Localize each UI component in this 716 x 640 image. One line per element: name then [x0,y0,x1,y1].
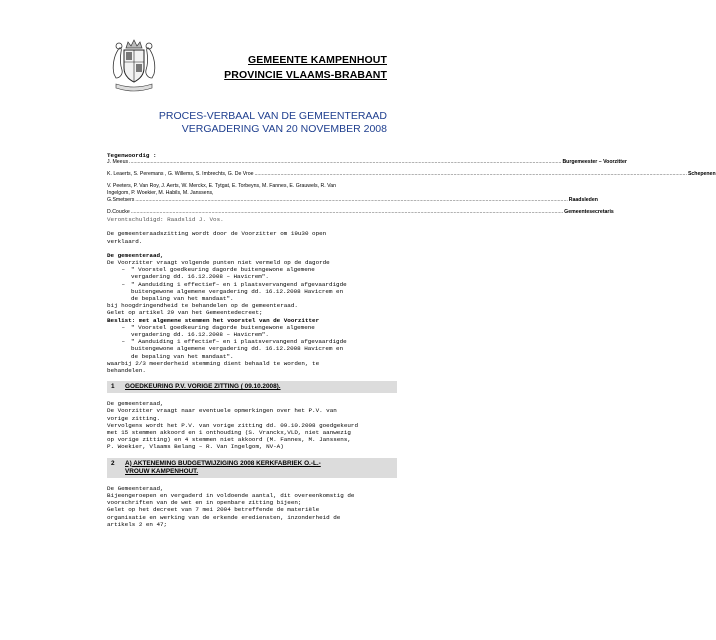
section-2-title: A) AKTENEMING BUDGETWIJZIGING 2008 KERKFABRIEK O.-L.- VROUW KAMPENHOUT. [125,459,321,475]
meeting-date-title: VERGADERING VAN 20 NOVEMBER 2008 [181,123,387,135]
minutes-title: PROCES-VERBAAL VAN DE GEMEENTERAAD [158,110,387,122]
section-2-text: Bijeengeroepen en vergaderd in voldoende aantal, dit overeenkomstig de voorschriften van de wet en in openbare zitting bijeen; Gelet op het decreet van 7 mei 2004 betreffende de materiële organisatie en werking van de erkende erediensten, inzonderheid de artikels 2 en 47; [107,491,355,528]
list-item: – " Aanduiding 1 effectief– en 1 plaatsvervangend afgevaardigde buitengewone algemene vergadering dd. 16.12.2008 Havicrem en de bepaling van het mandaat". [121,280,347,303]
attendance-council-line [107,197,598,204]
decided-items-list [107,324,397,360]
list-item: – " Voorstel goedkeuring dagorde buitengewone algemene vergadering dd. 16.12.2008 – Havicrem". [121,266,315,281]
municipality-title: GEMEENTE KAMPENHOUT [248,54,387,66]
list-item: – " Aanduiding 1 effectief– en 1 plaatsvervangend afgevaardigde buitengewone algemene vergadering dd. 16.12.2008 Havicrem en de bepaling van het mandaat". [121,338,347,360]
council-names-1: V. Peeters, P. Van Roy, J. Aerts, W. Merckx, E. Tytgat, E. Torbeyns, M. Fannes, E. Grauwels, R. Van [107,183,337,190]
decision-line: Beslist: met algemene stemmen het voorstel van de Voorzitter [107,316,320,324]
urgency-line: bij hoogdringendheid te behandelen op de gemeenteraad. [107,302,298,310]
mayor-role: Burgemeester – Voorzitter [562,159,627,166]
mayor-name: J. Meeus [107,159,129,166]
section-1-heading: De gemeenteraad, [107,400,164,408]
council-intro: De Voorzitter vraagt volgende punten niet vermeld op de dagorde [107,259,330,267]
section-2-heading: De Gemeenteraad, [107,484,164,492]
opening-paragraph: De gemeenteraadszitting wordt door de Voorzitter om 19u30 open verklaard. [107,230,327,245]
dotted-leader: ............................................................................................................................................................................................................................................................................................................ [135,197,568,204]
province-title: PROVINCIE VLAAMS-BRABANT [224,69,387,81]
section-2-header [107,458,397,478]
excused-line: Verontschuldigd: Raadslid J. Vos. [107,216,224,224]
council-role: Raadsleden [568,197,598,204]
minutes-body [107,152,716,528]
dotted-leader: ............................................................................................................................................................................................................................................................................................................ [129,159,562,166]
aldermen-role: Schepenen [687,171,716,178]
council-names-2: Ingelgom, P. Woekier, M. Habils, M. Janssens, [107,190,214,197]
agenda-items-list [107,266,397,302]
list-item: – " Voorstel goedkeuring dagorde buitengewone algemene vergadering dd. 16.12.2008 – Havicrem". [121,323,315,339]
attendance-mayor-line [107,159,627,166]
section-2-number: 2 [111,459,115,467]
section-1-text: De Voorzitter vraagt naar eventuele opmerkingen over het P.V. van vorige zitting. Vervolgens wordt het P.V. van vorige zitting dd. 09.10.2008 goedgekeurd met 15 stemmen akkoord en 1 onthouding (S. Vranckx,VLD, niet aanwezig op vorige zitting) en 4 stemmen niet akkoord (M. Fannes, M. Janssens, P. Woekier, Vlaams Belang – R. Van Ingelgom, NV-A) [107,407,358,451]
article-line: Gelet op artikel 29 van het Gemeentedecreet; [107,309,263,317]
section-1-header [107,381,397,393]
section-1-title: GOEDKEURING P.V. VORIGE ZITTING ( 09.10.2008). [125,383,281,391]
secretary-role: Gemeentesecretaris [564,209,614,216]
coat-of-arms-icon [108,34,160,96]
attendance-secretary-line [107,209,614,216]
secretary-name: D.Coucke [107,209,130,216]
dotted-leader: ............................................................................................................................................................................................................................................................................................................ [130,209,564,216]
attendance-aldermen-line [107,171,716,178]
council-names-3: G.Smetsers [107,197,135,204]
majority-line: waarbij 2/3 meerderheid stemming dient behaald te worden, te behandelen. [107,359,320,375]
council-heading: De gemeenteraad, [107,251,164,259]
aldermen-names: K. Leaerts, S. Peremans , G. Willems, S. Imbrechts, G. De Vroe [107,171,254,178]
section-1-number: 1 [111,383,115,391]
attendance-heading: Tegenwoordig : [107,152,157,159]
dotted-leader: ............................................................................................................................................................................................................................................................................................................ [254,171,687,178]
